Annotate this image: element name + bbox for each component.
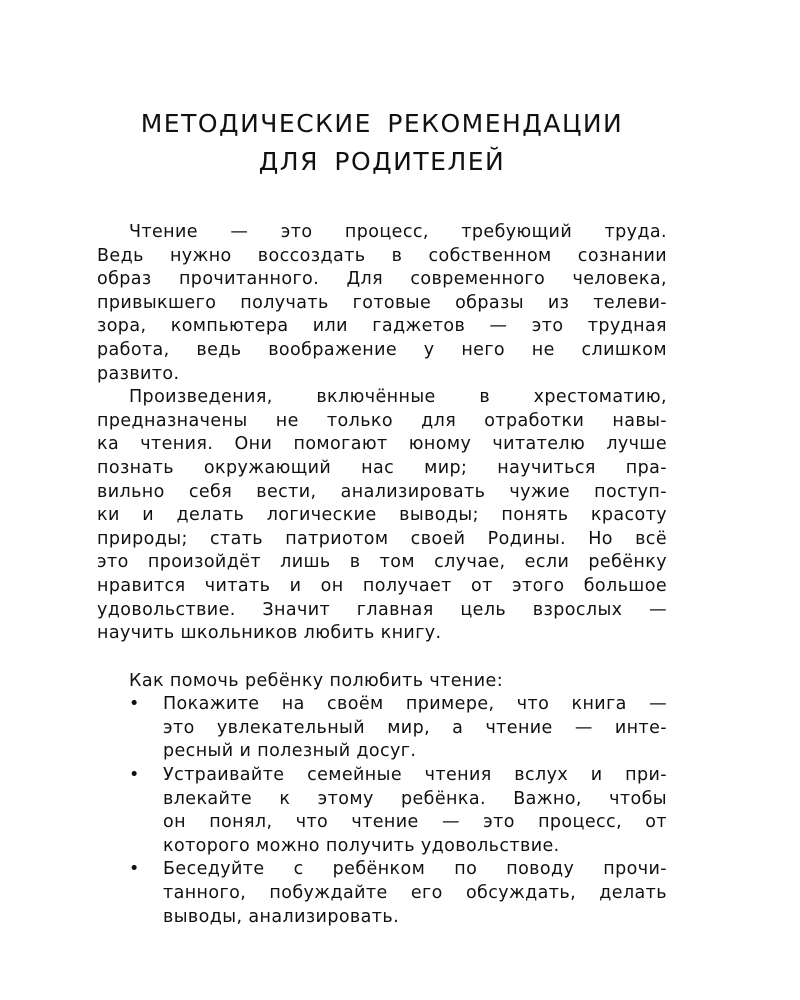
text-line: развито.: [97, 363, 180, 384]
bullet-icon: •: [129, 859, 140, 880]
text-line: Покажите на своём примере, что книга —: [163, 694, 667, 715]
text-line: Чтение — это процесс, требующий труда.: [129, 222, 667, 242]
text-line: вильно себя вести, анализировать чужие поступ-: [97, 481, 667, 502]
text-line: танного, побуждайте его обсуждать, делать: [163, 883, 667, 904]
text-line: удовольствие. Значит главная цель взрослых —: [97, 599, 667, 620]
bullet-icon: •: [129, 694, 140, 715]
text-line: предназначены не только для отработки навы-: [97, 410, 667, 431]
bullet-icon: •: [129, 765, 140, 786]
text-line: зора, компьютера или гаджетов — это трудная: [97, 316, 667, 337]
text-line: работа, ведь воображение у него не слишком: [97, 339, 667, 360]
paragraph-1: [97, 221, 667, 386]
text-line: ресный и полезный досуг.: [163, 741, 417, 762]
title-line-1: МЕТОДИЧЕСКИЕ РЕКОМЕНДАЦИИ: [140, 109, 624, 138]
text-line: ка чтения. Они помогают юному читателю лучше: [97, 434, 667, 455]
text-line: влекайте к этому ребёнка. Важно, чтобы: [163, 788, 667, 809]
text-line: это увлекательный мир, а чтение — инте-: [163, 717, 667, 738]
text-line: привыкшего получать готовые образы из телеви-: [97, 292, 667, 313]
list-item: [97, 764, 667, 858]
paragraph-2: [97, 386, 667, 646]
text-line: Беседуйте с ребёнком по поводу прочи-: [163, 859, 667, 880]
list-item: [97, 858, 667, 929]
document-page: [97, 105, 667, 929]
list-intro: Как помочь ребёнку полюбить чтение:: [129, 670, 503, 691]
text-line: образ прочитанного. Для современного человека,: [97, 269, 667, 290]
body-text: [97, 221, 667, 929]
page-title: [97, 105, 667, 181]
text-line: выводы, анализировать.: [163, 906, 400, 927]
text-line: Ведь нужно воссоздать в собственном сознании: [97, 245, 667, 266]
text-line: Произведения, включённые в хрестоматию,: [129, 387, 667, 408]
text-line: он понял, что чтение — это процесс, от: [163, 812, 667, 833]
tips-list: [97, 693, 667, 929]
text-line: научить школьников любить книгу.: [97, 623, 442, 644]
list-item: [97, 693, 667, 764]
text-line: это произойдёт лишь в том случае, если ребёнку: [97, 552, 667, 573]
title-line-2: ДЛЯ РОДИТЕЛЕЙ: [258, 147, 506, 176]
text-line: познать окружающий нас мир; научиться пра-: [97, 457, 667, 478]
text-line: Устраивайте семейные чтения вслух и при-: [163, 765, 667, 786]
text-line: ки и делать логические выводы; понять красоту: [97, 505, 667, 526]
text-line: природы; стать патриотом своей Родины. Но всё: [97, 528, 667, 549]
text-line: которого можно получить удовольствие.: [163, 835, 560, 856]
text-line: нравится читать и он получает от этого большое: [97, 575, 667, 596]
